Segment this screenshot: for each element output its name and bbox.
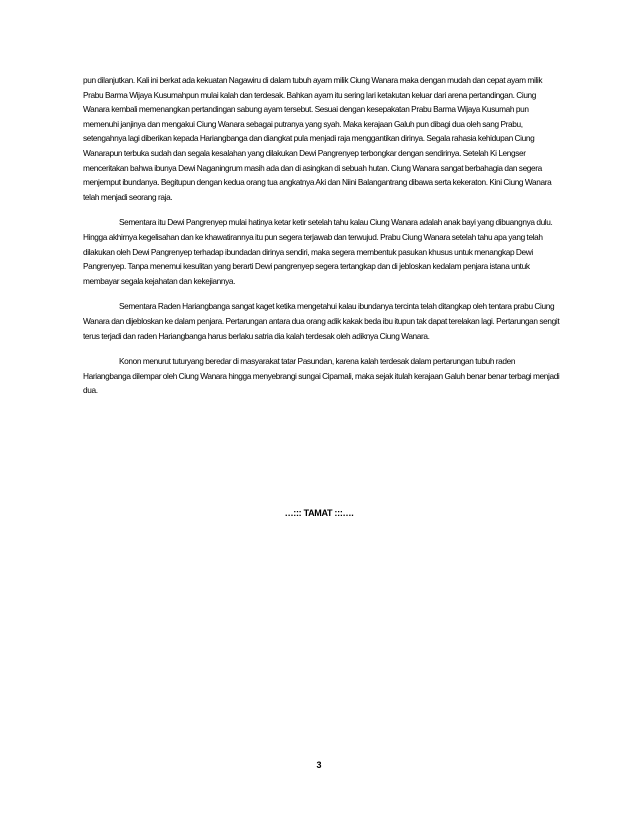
ending-mark: …::: TAMAT :::…. [284,508,354,518]
paragraph-2: Sementara itu Dewi Pangrenyep mulai hatinya ketar ketir setelah tahu kalau Ciung Wanara adalah anak bayi yang dibuangnya dulu. Hingga akhirnya kegelisahan dan ke khawatirannya itu pun segera terjawab dan terwujud. Prabu Ciung Wanara setelah tahu apa yang telah dilakukan oleh Dewi Pangrenyep terhadap ibundadan dirinya sendiri, maka segera membentuk pasukan khusus untuk menangkap Dewi Pangrenyep. Tanpa menemui kesulitan yang berarti Dewi pangrenyep segera tertangkap dan di jebloskan kedalam penjara istana untuk membayar segala kejahatan dan kekejiannya. [83,217,553,286]
paragraph-1: pun dilanjutkan. Kali ini berkat ada kekuatan Nagawiru di dalam tubuh ayam milik Ciung Wanara maka dengan mudah dan cepat ayam milik Prabu Barma Wijaya Kusumahpun mulai kalah dan terdesak. Bahkan ayam itu sering lari ketakutan keluar dari arena pertandingan. Ciung Wanara kembali memenangkan pertandingan sabung ayam tersebut. Sesuai dengan kesepakatan Prabu Barma Wijaya Kusumah pun memenuhi janjinya dan mengakui Ciung Wanara sebagai putranya yang syah. Maka kerajaan Galuh pun dibagi dua oleh sang Prabu, setengahnya lagi diberikan kepada Hariangbanga dan diangkat pula menjadi raja menggantikan dirinya. Segala rahasia kehidupan Ciung Wanarapun terbuka sudah dan segala kesalahan yang dilakukan Dewi Pangrenyep terbongkar dengan sendirinya. Setelah Ki Lengser menceritakan bahwa ibunya Dewi Naganingrum masih ada dan di asingkan di sebuah hutan. Ciung Wanara sangat berbahagia dan segera menjemput ibundanya. Begitupun dengan kedua orang tua angkatnya Aki dan Niini Balangantrang dibawa serta kekeraton. Kini Ciung Wanara telah menjadi seorang raja. [83,75,552,202]
paragraph-4: Konon menurut tuturyang beredar di masyarakat tatar Pasundan, karena kalah terdesak dalam pertarungan tubuh raden Hariangbanga dilempar oleh Ciung Wanara hingga menyebrangi sungai Cipamali, maka sejak itulah kerajaan Galuh benar benar terbagi menjadi dua. [83,356,560,396]
page-number: 3 [316,760,322,770]
body-text [83,73,563,409]
paragraph-3: Sementara Raden Hariangbanga sangat kaget ketika mengetahui kalau ibundanya tercinta telah ditangkap oleh tentara prabu Ciung Wanara dan dijebloskan ke dalam penjara. Pertarungan antara dua orang adik kakak beda ibu itupun tak dapat terelakan lagi. Pertarungan sengit terus terjadi dan raden Hariangbanga harus berlaku satria dia kalah terdesak oleh adiknya Ciung Wanara. [83,301,560,341]
